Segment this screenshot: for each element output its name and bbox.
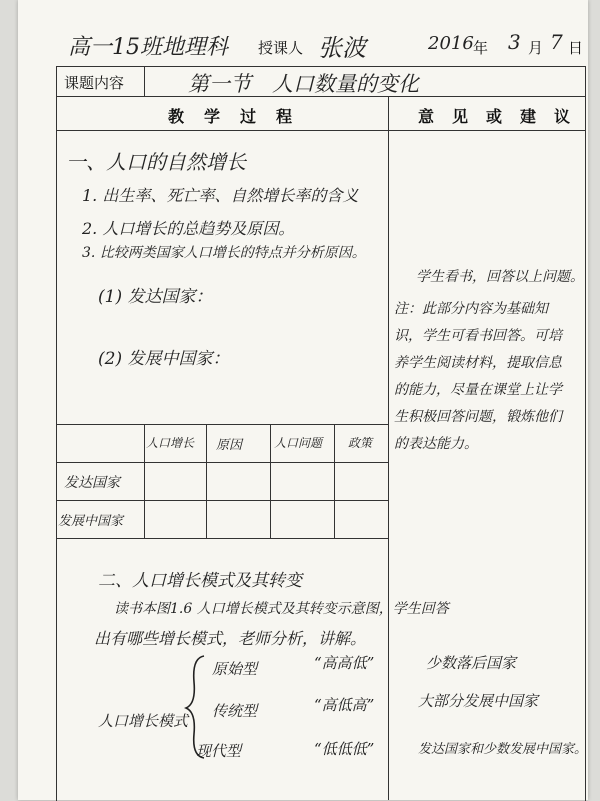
- class-subject: 高一15班地理科: [68, 35, 228, 60]
- lesson-plan-page: [18, 0, 588, 800]
- section1-item-1: 1. 出生率、死亡率、自然增长率的含义: [82, 186, 359, 205]
- table-header-growth: 人口增长: [146, 436, 195, 450]
- topic-label: 课题内容: [64, 74, 125, 92]
- model-modern-region: 发达国家和少数发展中国家。: [418, 742, 588, 757]
- section1-developed: (1) 发达国家：: [98, 287, 213, 307]
- table-header-problem: 人口问题: [274, 436, 323, 450]
- section1-developing: (2) 发展中国家：: [98, 349, 230, 369]
- model-primitive-name: 原始型: [212, 660, 258, 678]
- column-process-header: 教 学 过 程: [168, 107, 295, 126]
- model-modern-feature: “低低低”: [314, 740, 375, 758]
- section2-text1: 读书本图1.6 人口增长模式及其转变示意图，学生回答: [114, 601, 449, 617]
- model-primitive-region: 少数落后国家: [426, 654, 517, 672]
- model-traditional-feature: “高低高”: [314, 696, 375, 714]
- date-year: 2016: [428, 33, 474, 54]
- table-row-developing: 发展中国家: [58, 514, 124, 529]
- model-primitive-feature: “高高低”: [314, 654, 375, 672]
- date-month: 3: [508, 30, 521, 54]
- model-traditional-name: 传统型: [212, 702, 258, 720]
- month-char: 月: [528, 39, 544, 57]
- section2-title: 二、人口增长模式及其转变: [98, 571, 302, 591]
- year-char: 年: [473, 39, 489, 57]
- column-suggestion-header: 意 见 或 建 议: [418, 107, 572, 126]
- section1-item-2: 2. 人口增长的总趋势及原因。: [82, 219, 295, 238]
- teacher-label: 授课人: [258, 39, 304, 57]
- topic-value: 第一节 人口数量的变化: [188, 72, 419, 96]
- section1-item-3: 3. 比较两类国家人口增长的特点并分析原因。: [82, 245, 366, 261]
- table-header-cause: 原因: [216, 438, 243, 453]
- day-char: 日: [568, 39, 584, 57]
- date-day: 7: [550, 30, 563, 54]
- growth-model-label: 人口增长模式: [98, 712, 189, 730]
- section1-title: 一、人口的自然增长: [66, 150, 246, 174]
- model-traditional-region: 大部分发展中国家: [418, 692, 539, 710]
- note-line2: 注：此部分内容为基础知识，学生可看书回答。可培养学生阅读材料，提取信息的能力，尽量在课堂上让学生积极回答问题，锻炼他们的表达能力。: [394, 301, 562, 452]
- model-modern-name: 现代型: [196, 742, 242, 760]
- teacher-name: 张波: [318, 34, 366, 62]
- table-header-policy: 政策: [348, 436, 373, 450]
- table-row-developed: 发达国家: [64, 475, 120, 491]
- note-line1: 学生看书，回答以上问题。: [416, 269, 584, 285]
- section2-text2: 出有哪些增长模式，老师分析，讲解。: [94, 629, 367, 648]
